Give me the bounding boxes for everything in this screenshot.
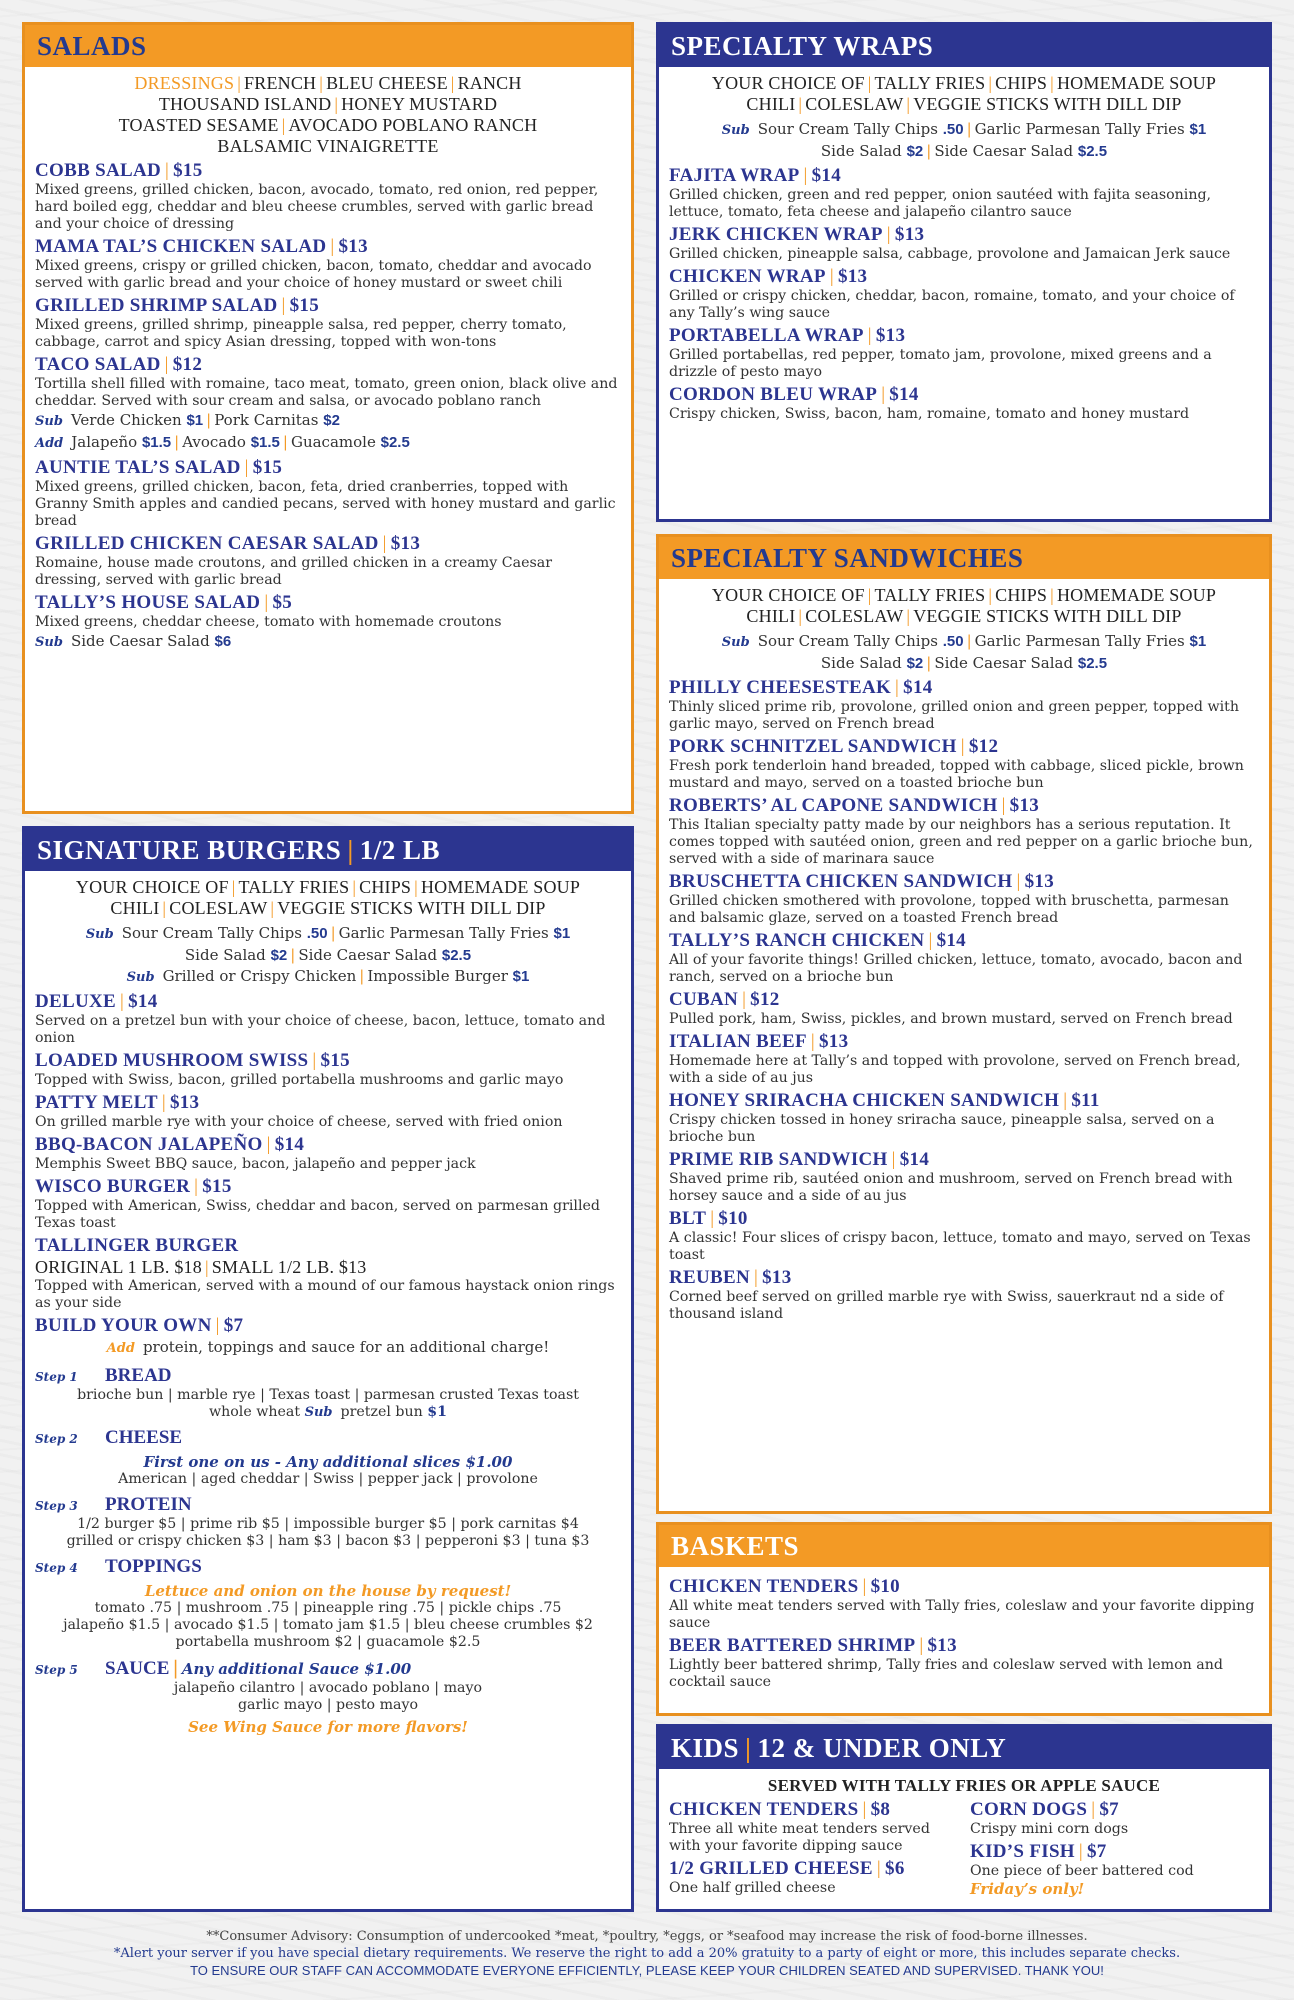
taco-add-options: Add Jalapeño $1.5 | Avocado $1.5 | Guacamole $2.5	[35, 433, 410, 451]
menu-item: PRIME RIB SANDWICH | $14 Shaved prime rib, sautéed onion and mushroom, served on French bread with horsey sauce and a side of au jus	[669, 1149, 1233, 1204]
protein-options-2: grilled or crispy chicken $3 | ham $3 | bacon $3 | pepperoni $3 | tuna $3	[66, 1533, 590, 1549]
toppings-note: Lettuce and onion on the house by request!	[144, 1582, 512, 1600]
dressings-list: DRESSINGS | FRENCH | BLEU CHEESE | RANCH THOUSAND ISLAND | HONEY MUSTARD TOASTED SESAME | AVOCADO POBLANO RANCH BALSAMIC VINAIGRETTE	[118, 73, 538, 156]
dietary-note: *Alert your server if you have special dietary requirements. We reserve the right to add a 20% gratuity to a party of eight or more, this includes separate checks.	[113, 1946, 1181, 1961]
wing-sauce-note: See Wing Sauce for more flavors!	[188, 1718, 468, 1736]
menu-item: KID’S FISH | $7 One piece of beer battered cod Friday’s only!	[970, 1841, 1259, 1898]
sauce-options: jalapeño cilantro | avocado poblano | mayo	[173, 1680, 483, 1696]
menu-item: ITALIAN BEEF | $13 Homemade here at Tally’s and topped with provolone, served on French bread, with a side of au jus	[669, 1031, 1241, 1086]
sides-choice: YOUR CHOICE OF | TALLY FRIES | CHIPS | HOMEMADE SOUP CHILI | COLESLAW | VEGGIE STICKS WITH DILL DIP	[711, 73, 1217, 114]
sides-sub-options-2: Side Salad $2 | Side Caesar Salad $2.5	[820, 654, 1108, 672]
menu-item: CHICKEN TENDERS | $10 All white meat tenders served with Tally fries, coleslaw and your favorite dipping sauce	[669, 1576, 1255, 1631]
toppings-options-2: jalapeño $1.5 | avocado $1.5 | tomato jam $1.5 | bleu cheese crumbles $2	[63, 1617, 593, 1633]
menu-item: TALLY’S RANCH CHICKEN | $14 All of your favorite things! Grilled chicken, lettuce, tomato, avocado, bacon and ranch, served on a brioche bun	[669, 930, 1243, 985]
baskets-header: BASKETS	[659, 1525, 1269, 1567]
menu-item-tallinger: TALLINGER BURGER ORIGINAL 1 LB. $18 | SMALL 1/2 LB. $13 Topped with American, served with a mound of our famous haystack onion rings as your side	[35, 1235, 615, 1311]
menu-item: CORDON BLEU WRAP | $14 Crispy chicken, Swiss, bacon, ham, romaine, tomato and honey mustard	[669, 384, 1190, 422]
sides-choice: YOUR CHOICE OF | TALLY FRIES | CHIPS | HOMEMADE SOUP CHILI | COLESLAW | VEGGIE STICKS WITH DILL DIP	[711, 585, 1217, 626]
menu-item: CHICKEN TENDERS | $8 Three all white meat tenders served with your favorite dipping sauce	[669, 1799, 930, 1854]
bread-options: brioche bun | marble rye | Texas toast | parmesan crusted Texas toast	[77, 1387, 579, 1403]
toppings-options-3: portabella mushroom $2 | guacamole $2.5	[175, 1634, 481, 1650]
menu-item: FAJITA WRAP | $14 Grilled chicken, green and red pepper, onion sautéed with fajita seasoning, lettuce, tomato, feta cheese and jalapeño cilantro sauce	[669, 165, 1212, 220]
protein-options: 1/2 burger $5 | prime rib $5 | impossible burger $5 | pork carnitas $4	[77, 1516, 579, 1532]
kids-served-note: SERVED WITH TALLY FRIES OR APPLE SAUCE	[767, 1776, 1161, 1795]
build-step-2: Step 2 CHEESE	[35, 1427, 183, 1448]
menu-item: BEER BATTERED SHRIMP | $13 Lightly beer battered shrimp, Tally fries and coleslaw served with lemon and cocktail sauce	[669, 1635, 1223, 1690]
taco-sub-options: Sub Verde Chicken $1 | Pork Carnitas $2	[35, 411, 340, 429]
menu-item: CUBAN | $12 Pulled pork, ham, Swiss, pickles, and brown mustard, served on French bread	[669, 989, 1233, 1027]
build-step-4: Step 4 TOPPINGS	[35, 1556, 202, 1577]
menu-item: REUBEN | $13 Corned beef served on grilled marble rye with Swiss, sauerkraut nd a side of thousand island	[669, 1267, 1224, 1322]
wraps-section	[656, 22, 1272, 522]
menu-item: PATTY MELT | $13 On grilled marble rye with your choice of cheese, served with fried onion	[35, 1092, 563, 1130]
menu-item: GRILLED CHICKEN CAESAR SALAD | $13 Romaine, house made croutons, and grilled chicken in a creamy Caesar dressing, served with garlic bread	[35, 533, 553, 588]
baskets-section	[656, 1522, 1272, 1716]
menu-item: LOADED MUSHROOM SWISS | $15 Topped with Swiss, bacon, grilled portabella mushrooms and garlic mayo	[35, 1050, 564, 1088]
sandwiches-header: SPECIALTY SANDWICHES	[659, 537, 1269, 579]
cheese-options: American | aged cheddar | Swiss | pepper jack | provolone	[118, 1471, 538, 1487]
menu-item: DELUXE | $14 Served on a pretzel bun with your choice of cheese, bacon, lettuce, tomato and onion	[35, 991, 606, 1046]
build-step-5: Step 5 SAUCE | Any additional Sauce $1.00	[35, 1657, 412, 1679]
footer-disclaimer	[0, 1928, 1294, 1979]
salads-section	[22, 22, 634, 814]
sides-choice: YOUR CHOICE OF | TALLY FRIES | CHIPS | HOMEMADE SOUP CHILI | COLESLAW | VEGGIE STICKS WITH DILL DIP	[75, 877, 581, 918]
menu-item: AUNTIE TAL’S SALAD | $15 Mixed greens, grilled chicken, bacon, feta, dried cranberries, topped with Granny Smith apples and candied pecans, served with honey mustard and garlic bread	[35, 457, 616, 529]
menu-item: BRUSCHETTA CHICKEN SANDWICH | $13 Grilled chicken smothered with provolone, topped with bruschetta, parmesan and balsamic glaze, served on a toasted French bread	[669, 871, 1229, 926]
build-step-3: Step 3 PROTEIN	[35, 1494, 192, 1515]
menu-item: PORTABELLA WRAP | $13 Grilled portabellas, red pepper, tomato jam, provolone, mixed greens and a drizzle of pesto mayo	[669, 325, 1212, 380]
kids-section	[656, 1724, 1272, 1912]
menu-item-build-your-own: BUILD YOUR OWN | $7 Add protein, toppings and sauce for an additional charge!	[35, 1315, 550, 1356]
salads-header: SALADS	[25, 25, 631, 67]
consumer-advisory: **Consumer Advisory: Consumption of undercooked *meat, *poultry, *eggs, or *seafood may increase the risk of food-borne illnesses.	[206, 1929, 1088, 1944]
menu-item: JERK CHICKEN WRAP | $13 Grilled chicken, pineapple salsa, cabbage, provolone and Jamaican Jerk sauce	[669, 224, 1231, 262]
cheese-note: First one on us - Any additional slices $1.00	[143, 1453, 513, 1471]
friday-note: Friday’s only!	[970, 1880, 1085, 1898]
menu-item: CHICKEN WRAP | $13 Grilled or crispy chicken, cheddar, bacon, romaine, tomato, and your choice of any Tally’s wing sauce	[669, 266, 1235, 321]
wraps-header: SPECIALTY WRAPS	[659, 25, 1269, 67]
bread-options-2: whole wheat Sub pretzel bun $1	[208, 1404, 448, 1420]
sides-sub-options: Sub Sour Cream Tally Chips .50 | Garlic Parmesan Tally Fries $1	[721, 120, 1207, 138]
burgers-section	[22, 826, 634, 1912]
burgers-header: SIGNATURE BURGERS | 1/2 LB	[25, 829, 631, 871]
menu-item: ROBERTS’ AL CAPONE SANDWICH | $13 This Italian specialty patty made by our neighbors has a serious reputation. It comes topped with sautéed onion, green and red pepper on a garlic brioche bun, served with a side of marinara sauce	[669, 795, 1253, 867]
menu-item: 1/2 GRILLED CHEESE | $6 One half grilled cheese	[669, 1858, 905, 1896]
build-step-1: Step 1 BREAD	[35, 1365, 172, 1386]
sides-sub-options: Sub Sour Cream Tally Chips .50 | Garlic Parmesan Tally Fries $1	[85, 924, 571, 942]
sides-sub-options-2: Side Salad $2 | Side Caesar Salad $2.5	[184, 946, 472, 964]
house-sub-option: Sub Side Caesar Salad $6	[35, 632, 232, 650]
menu-item: PHILLY CHEESESTEAK | $14 Thinly sliced prime rib, provolone, grilled onion and green pepper, topped with garlic mayo, served on French bread	[669, 677, 1239, 732]
menu-item: MAMA TAL’S CHICKEN SALAD | $13 Mixed greens, crispy or grilled chicken, bacon, tomato, cheddar and avocado served with garlic bread and your choice of honey mustard or sweet chili	[35, 236, 592, 291]
menu-item: HONEY SRIRACHA CHICKEN SANDWICH | $11 Crispy chicken tossed in honey sriracha sauce, pineapple salsa, served on a brioche bun	[669, 1090, 1215, 1145]
sides-sub-options: Sub Sour Cream Tally Chips .50 | Garlic Parmesan Tally Fries $1	[721, 632, 1207, 650]
toppings-options: tomato .75 | mushroom .75 | pineapple ring .75 | pickle chips .75	[94, 1600, 562, 1616]
menu-item: GRILLED SHRIMP SALAD | $15 Mixed greens, grilled shrimp, pineapple salsa, red pepper, cherry tomato, cabbage, carrot and spicy Asian dressing, topped with won-tons	[35, 295, 567, 350]
menu-item: TALLY’S HOUSE SALAD | $5 Mixed greens, cheddar cheese, tomato with homemade croutons Sub Side Caesar Salad $6	[35, 592, 621, 653]
children-note: TO ENSURE OUR STAFF CAN ACCOMMODATE EVERYONE EFFICIENTLY, PLEASE KEEP YOUR CHILDREN SEATED AND SUPERVISED. THANK YOU!	[190, 1963, 1104, 1978]
menu-item: PORK SCHNITZEL SANDWICH | $12 Fresh pork tenderloin hand breaded, topped with cabbage, sliced pickle, brown mustard and mayo, served on a toasted brioche bun	[669, 736, 1244, 791]
menu-item: COBB SALAD | $15 Mixed greens, grilled chicken, bacon, avocado, tomato, red onion, red pepper, hard boiled egg, cheddar and bleu cheese crumbles, served with garlic bread and your choice of dressing	[35, 160, 599, 232]
menu-item: BLT | $10 A classic! Four slices of crispy bacon, lettuce, tomato and mayo, served on Texas toast	[669, 1208, 1251, 1263]
menu-item: CORN DOGS | $7 Crispy mini corn dogs	[970, 1799, 1129, 1837]
sauce-options-2: garlic mayo | pesto mayo	[237, 1697, 419, 1713]
burger-sub-options: Sub Grilled or Crispy Chicken | Impossible Burger $1	[126, 967, 530, 985]
kids-header: KIDS | 12 & UNDER ONLY	[659, 1727, 1269, 1769]
sides-sub-options-2: Side Salad $2 | Side Caesar Salad $2.5	[820, 142, 1108, 160]
sandwiches-section	[656, 534, 1272, 1514]
menu-item: BBQ-BACON JALAPEÑO | $14 Memphis Sweet BBQ sauce, bacon, jalapeño and pepper jack	[35, 1134, 476, 1172]
menu-item: WISCO BURGER | $15 Topped with American, Swiss, cheddar and bacon, served on parmesan grilled Texas toast	[35, 1176, 600, 1231]
menu-item: TACO SALAD | $12 Tortilla shell filled with romaine, taco meat, tomato, green onion, black olive and cheddar. Served with sour cream and salsa, or avocado poblano ranch Sub Verde Chicken $1 | Pork Carnitas $2 Add Jalapeño $1.5 | Avocado $1.5 | Guacamole $2.5	[35, 354, 621, 454]
